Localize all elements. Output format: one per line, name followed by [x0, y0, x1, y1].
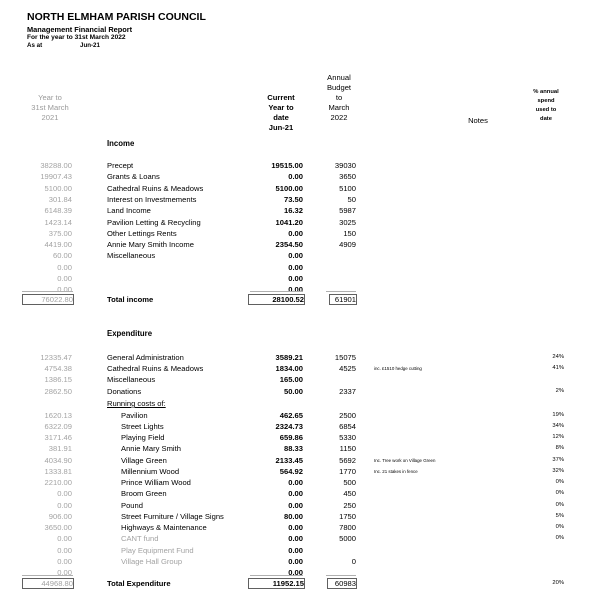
- income-row-current: 19515.00: [271, 161, 303, 170]
- annual-budget-header-line: to: [335, 93, 343, 102]
- running-cost-row-prior: 0.00: [57, 534, 72, 544]
- running-cost-row-prior: 3650.00: [44, 523, 72, 532]
- current-ytd-header-line: date: [273, 113, 289, 122]
- expense-row-current: 1834.00: [275, 364, 303, 374]
- income-row-label: Interest on Investmements: [107, 194, 197, 204]
- income-row-budget: 5100: [339, 183, 356, 193]
- running-cost-row-current: 0.00: [288, 568, 303, 577]
- expense-row-pct: 24%: [552, 354, 564, 360]
- income-row: [0, 160, 603, 171]
- pct-header-line: date: [540, 116, 552, 122]
- running-cost-row-pct: 19%: [552, 411, 564, 418]
- running-cost-row-budget: 0: [351, 556, 356, 566]
- income-row-prior: 0.00: [57, 285, 72, 295]
- expenditure-total-row: [0, 578, 603, 589]
- running-cost-row-label: Playing Field: [121, 433, 165, 442]
- expenditure-total-label: Total Expenditure: [107, 579, 171, 588]
- income-row: [0, 262, 603, 273]
- running-cost-row-pct: 0%: [555, 501, 564, 508]
- running-cost-row: [0, 545, 603, 556]
- total-rule: [22, 291, 73, 292]
- running-cost-row-label: Pound: [121, 500, 143, 510]
- income-row-budget: 39030: [334, 161, 356, 170]
- expense-row-prior: 2862.50: [44, 386, 72, 396]
- running-cost-row: [0, 421, 603, 432]
- income-row: [0, 205, 603, 216]
- running-cost-row-prior: 1333.81: [44, 466, 72, 476]
- expense-row: [0, 352, 603, 363]
- income-row-label: Other Lettings Rents: [107, 228, 177, 238]
- total-rule: [250, 575, 303, 576]
- running-cost-row: [0, 466, 603, 477]
- income-row-prior: 19907.43: [40, 172, 72, 182]
- pct-header-line: used to: [535, 107, 557, 113]
- expense-row-current: 165.00: [279, 375, 303, 385]
- annual-budget-header-line: Annual: [327, 73, 351, 82]
- running-cost-row-prior: 0.00: [57, 568, 72, 577]
- running-cost-row-current: 0.00: [288, 545, 303, 555]
- running-cost-row-label: Annie Mary Smith: [121, 444, 181, 454]
- income-heading: Income: [107, 139, 135, 148]
- income-row-prior: 375.00: [48, 228, 72, 238]
- income-row-prior: 0.00: [57, 274, 72, 283]
- running-cost-row-prior: 3171.46: [44, 433, 72, 442]
- running-cost-row-current: 0.00: [288, 523, 303, 532]
- running-cost-row: [0, 500, 603, 511]
- expense-row-budget: 4525: [339, 364, 356, 374]
- expense-row-pct: 41%: [552, 365, 564, 372]
- notes-header: Notes: [468, 116, 488, 125]
- income-row-current: 0.00: [288, 251, 303, 261]
- income-row-label: Land Income: [107, 206, 151, 216]
- income-total-budget: 61901: [329, 294, 357, 305]
- running-cost-row-label: Prince William Wood: [121, 478, 191, 487]
- income-total-current: 28100.52: [248, 294, 305, 305]
- running-cost-row-label: Play Equipment Fund: [121, 545, 194, 555]
- running-cost-row-budget: 5692: [339, 455, 356, 465]
- running-cost-row: [0, 522, 603, 533]
- income-row-prior: 60.00: [52, 251, 72, 261]
- running-cost-row-label: Highways & Maintenance: [121, 523, 207, 532]
- running-cost-row-budget: 1150: [339, 444, 356, 454]
- running-cost-row-label: Street Lights: [121, 421, 164, 431]
- report-subtitle: Management Financial Report: [27, 25, 133, 34]
- running-cost-row-budget: 5000: [339, 534, 356, 544]
- expenditure-heading: Expenditure: [107, 329, 153, 338]
- current-ytd-header-line: Jun-21: [268, 123, 294, 132]
- running-cost-row-pct: 0%: [555, 524, 564, 530]
- running-cost-row-pct: 32%: [552, 467, 564, 474]
- income-row-budget: 5987: [339, 206, 356, 216]
- running-cost-row-prior: 6322.09: [44, 421, 72, 431]
- running-cost-row-pct: 8%: [555, 445, 564, 452]
- report-title: NORTH ELMHAM PARISH COUNCIL: [27, 11, 206, 23]
- income-row-budget: 4909: [339, 240, 356, 250]
- income-row-prior: 4419.00: [44, 240, 72, 250]
- income-row: [0, 239, 603, 250]
- running-cost-row-label: Broom Green: [121, 489, 167, 499]
- income-row-current: 0.00: [288, 172, 303, 182]
- running-cost-row-budget: 5330: [339, 433, 356, 442]
- income-row: [0, 228, 603, 239]
- income-row-label: Annie Mary Smith Income: [107, 240, 194, 250]
- annual-budget-header: [318, 73, 360, 123]
- running-cost-row-prior: 4034.90: [44, 455, 72, 465]
- expense-row: [0, 363, 603, 374]
- income-row-current: 0.00: [288, 262, 303, 272]
- expense-row-prior: 1386.15: [44, 375, 72, 385]
- income-row-current: 0.00: [288, 228, 303, 238]
- expense-row-label: Donations: [107, 386, 142, 396]
- running-cost-row-label: Street Furniture / Village Signs: [121, 511, 224, 521]
- running-cost-row-budget: 250: [343, 500, 356, 510]
- income-row-label: Miscellaneous: [107, 251, 156, 261]
- prior-year-header-line: 2021: [41, 113, 59, 122]
- running-cost-row-pct: 0%: [555, 490, 564, 497]
- running-cost-row-current: 2133.45: [275, 455, 303, 465]
- expense-row-prior: 12335.47: [40, 353, 72, 362]
- running-cost-row-prior: 0.00: [57, 500, 72, 510]
- running-cost-row-prior: 0.00: [57, 545, 72, 555]
- annual-budget-header-line: 2022: [330, 113, 348, 122]
- running-cost-row: [0, 410, 603, 421]
- expense-row-label: General Administration: [107, 353, 184, 362]
- running-cost-row: [0, 533, 603, 544]
- running-cost-row-prior: 0.00: [57, 489, 72, 499]
- running-cost-row-budget: 450: [343, 489, 356, 499]
- expense-row-label: Cathedral Ruins & Meadows: [107, 364, 204, 374]
- running-cost-row-current: 0.00: [288, 489, 303, 499]
- as-at-label: As at: [27, 42, 43, 49]
- running-cost-row-budget: 500: [343, 478, 356, 487]
- running-cost-row-current: 462.65: [279, 410, 303, 420]
- running-cost-row-prior: 1620.13: [44, 410, 72, 420]
- expense-row: [0, 374, 603, 385]
- expense-row-current: 50.00: [283, 386, 303, 396]
- expense-row-pct: 2%: [555, 387, 564, 394]
- running-cost-row-label: Village Green: [121, 455, 167, 465]
- income-total-prior: 76022.80: [22, 294, 74, 305]
- running-cost-row-note: Inc. 21 stakes in fence: [374, 468, 418, 474]
- running-cost-row-current: 0.00: [288, 478, 303, 487]
- running-cost-row-budget: 1750: [339, 511, 356, 521]
- running-cost-row-pct: 0%: [555, 479, 564, 485]
- income-row: [0, 217, 603, 228]
- running-cost-row: [0, 443, 603, 454]
- running-cost-row-budget: 7800: [339, 523, 356, 532]
- running-cost-row-note: Inc. Tree work on Village Green: [374, 457, 436, 463]
- income-row-prior: 0.00: [57, 262, 72, 272]
- prior-year-header-line: Year to: [38, 93, 62, 102]
- annual-budget-header-line: Budget: [326, 83, 352, 92]
- running-cost-row-label: Village Hall Group: [121, 556, 183, 566]
- running-cost-row-prior: 906.00: [48, 511, 72, 521]
- running-cost-row-pct: 0%: [555, 535, 564, 542]
- income-row-current: 5100.00: [275, 183, 303, 193]
- income-row-prior: 5100.00: [44, 183, 72, 193]
- running-costs-label: Running costs of:: [107, 399, 166, 408]
- income-row-budget: 150: [343, 228, 356, 238]
- income-row-current: 0.00: [288, 274, 303, 283]
- total-rule: [250, 291, 303, 292]
- running-cost-row-pct: 5%: [555, 512, 564, 519]
- income-total-row: [0, 294, 603, 305]
- pct-header-line: spend: [537, 98, 555, 104]
- current-ytd-header: [254, 93, 308, 133]
- running-cost-row-current: 0.00: [288, 500, 303, 510]
- income-row-current: 16.32: [283, 206, 303, 216]
- running-cost-row: [0, 556, 603, 567]
- income-row-prior: 38288.00: [40, 161, 72, 170]
- running-cost-row-current: 80.00: [283, 511, 303, 521]
- income-row-budget: 3650: [339, 172, 356, 182]
- income-row-label: Pavilion Letting & Recycling: [107, 217, 201, 227]
- running-cost-row-pct: 37%: [552, 456, 564, 463]
- running-cost-row-budget: 6854: [339, 421, 356, 431]
- income-row-prior: 6148.39: [44, 206, 72, 216]
- expense-row-prior: 4754.38: [44, 364, 72, 374]
- income-row-label: Precept: [107, 161, 134, 170]
- total-rule: [326, 575, 356, 576]
- expenditure-total-current: 11952.15: [248, 578, 305, 589]
- running-cost-row: [0, 477, 603, 488]
- running-cost-row-pct: 12%: [552, 434, 564, 440]
- expense-row-current: 3589.21: [275, 353, 303, 362]
- income-row: [0, 194, 603, 205]
- income-row-prior: 1423.14: [44, 217, 72, 227]
- income-row-current: 73.50: [283, 194, 303, 204]
- prior-year-header-line: 31st March: [31, 103, 69, 112]
- expenditure-total-budget: 60983: [327, 578, 357, 589]
- income-row-budget: 3025: [339, 217, 356, 227]
- running-cost-row: [0, 511, 603, 522]
- income-row-label: Grants & Loans: [107, 172, 160, 182]
- income-row: [0, 273, 603, 284]
- running-cost-row: [0, 455, 603, 466]
- running-cost-row: [0, 567, 603, 578]
- expenditure-total-prior: 44968.80: [22, 578, 74, 589]
- pct-header-line: % annual: [533, 89, 559, 95]
- income-row-current: 2354.50: [275, 240, 303, 250]
- income-row: [0, 250, 603, 261]
- running-cost-row-current: 0.00: [288, 534, 303, 544]
- running-cost-row-current: 2324.73: [275, 421, 303, 431]
- running-cost-row-prior: 381.91: [48, 444, 72, 454]
- current-ytd-header-line: Year to: [268, 103, 294, 112]
- running-cost-row: [0, 432, 603, 443]
- expense-row: [0, 386, 603, 397]
- income-row-current: 0.00: [288, 285, 303, 295]
- income-row-prior: 301.84: [48, 194, 72, 204]
- expense-row-label: Miscellaneous: [107, 375, 156, 385]
- income-row: [0, 183, 603, 194]
- income-row-current: 1041.20: [275, 217, 303, 227]
- income-row: [0, 171, 603, 182]
- running-cost-row-current: 659.86: [279, 433, 303, 442]
- expenditure-total-pct: 20%: [552, 580, 564, 586]
- total-rule: [22, 575, 73, 576]
- running-cost-row-budget: 2500: [339, 410, 356, 420]
- expense-row-budget: 2337: [339, 386, 356, 396]
- expense-row-budget: 15075: [334, 353, 356, 362]
- income-total-label: Total income: [107, 295, 154, 304]
- expense-row-note: inc. £1510 hedge cutting: [374, 366, 422, 372]
- running-cost-row-current: 564.92: [279, 466, 303, 476]
- total-rule: [326, 291, 356, 292]
- current-ytd-header-line: Current: [267, 93, 295, 102]
- income-row-budget: 50: [347, 194, 356, 204]
- running-cost-row: [0, 488, 603, 499]
- income-row-label: Cathedral Ruins & Meadows: [107, 183, 204, 193]
- running-cost-row-pct: 34%: [552, 422, 564, 429]
- annual-budget-header-line: March: [328, 103, 350, 112]
- running-cost-row-prior: 0.00: [57, 556, 72, 566]
- running-cost-row-current: 88.33: [283, 444, 303, 454]
- as-at-value: Jun-21: [80, 42, 100, 49]
- running-cost-row-label: Pavilion: [121, 410, 148, 420]
- pct-header: [522, 88, 570, 124]
- running-cost-row-current: 0.00: [288, 556, 303, 566]
- report-period: For the year to 31st March 2022: [27, 34, 126, 41]
- running-cost-row-budget: 1770: [339, 466, 356, 476]
- prior-year-header: [22, 93, 78, 123]
- running-cost-row-label: CANT fund: [121, 534, 159, 544]
- running-cost-row-label: Millennium Wood: [121, 466, 180, 476]
- running-cost-row-prior: 2210.00: [44, 478, 72, 487]
